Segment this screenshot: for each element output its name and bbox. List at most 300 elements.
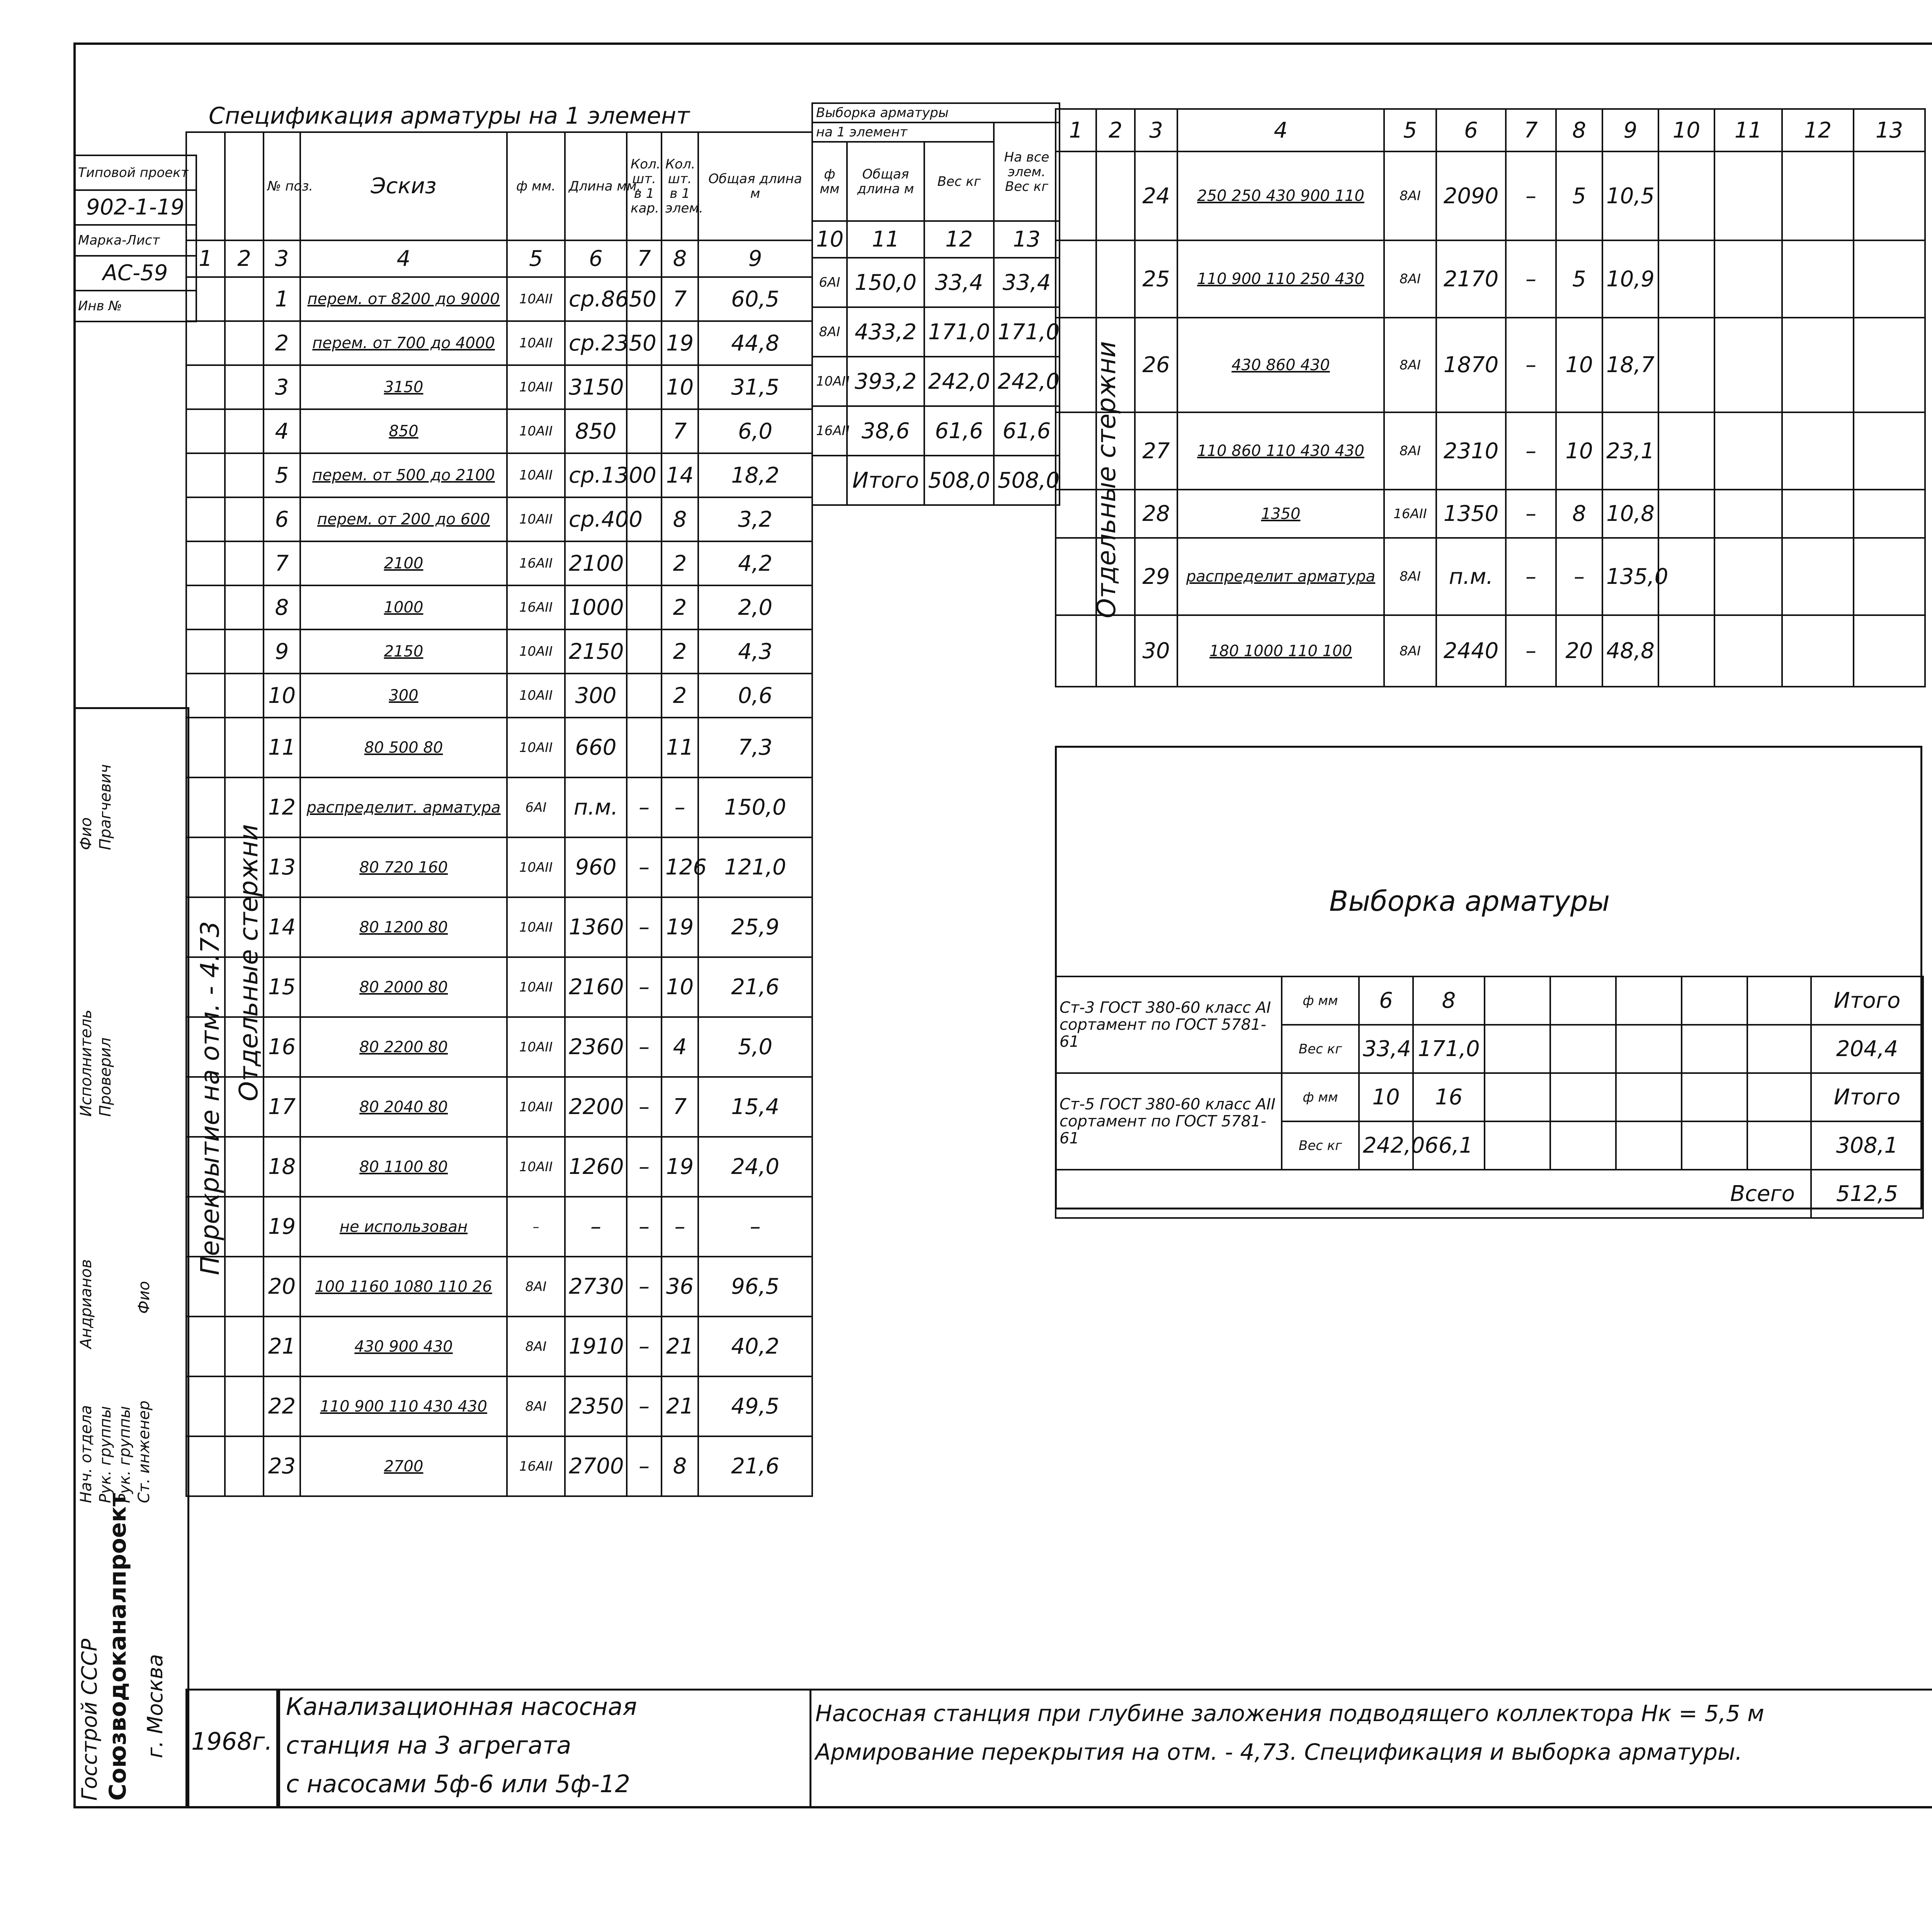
spec2-row [1056,318,1925,412]
spec2-row [1056,615,1925,687]
spec-qty-elem: 14 [662,453,698,497]
spec-diameter: 10АII [507,897,565,957]
steel-itogo-2: 308,1 [1811,1121,1923,1170]
spec-row [186,365,812,409]
spec-h-k2: Кол. шт. в 1 элем. [662,132,698,240]
spec-group-cell [225,1436,264,1496]
spec-total: 121,0 [698,837,812,897]
spec-group-cell [186,1376,225,1436]
spec-qty-elem: 7 [662,409,698,453]
spec-group-cell [225,1137,264,1197]
spec2-colnum: 6 [1436,109,1506,151]
spec-group-cell [225,1376,264,1436]
spec-group-cell [186,365,225,409]
stamp-project: 902-1-19 [74,190,196,225]
selection-d: 10АII [812,357,847,406]
spec-colnum: 2 [225,240,264,277]
spec-row [186,1017,812,1077]
spec-diameter: 10АII [507,957,565,1017]
spec2-empty [1782,240,1854,318]
spec2-sketch: 250 250 430 900 110 [1177,151,1384,240]
sidebar-role: Нач. отдела [77,1405,95,1503]
spec-qty-frame: – [627,1077,662,1137]
spec-qty-elem: – [662,1197,698,1257]
spec2-row [1056,490,1925,538]
spec-qty-elem: 2 [662,674,698,718]
spec2-empty [1782,538,1854,615]
selection-d: 6АI [812,258,847,307]
spec-qty-elem: 8 [662,497,698,541]
spec-pos: 18 [264,1137,300,1197]
stamp-table [73,155,197,322]
spec2-row [1056,412,1925,490]
spec-length: 2700 [565,1436,627,1496]
spec-group-cell [225,674,264,718]
spec2-blank [1096,151,1135,240]
spec2-group-cell [1056,240,1096,318]
spec-colnum: 8 [662,240,698,277]
spec-length: 2200 [565,1077,627,1137]
spec-group-cell [225,541,264,585]
spec-sketch: не использован [300,1197,507,1257]
spec2-empty [1714,240,1782,318]
title-desc-1: Насосная станция при глубине заложения подводящего коллектора Нк = 5,5 м [815,1700,1764,1726]
spec-qty-elem: – [662,777,698,837]
spec-row [186,1137,812,1197]
selection-all: 33,4 [994,258,1060,307]
stamp-label: Типовой проект [74,155,196,190]
spec-row [186,1077,812,1137]
spec-qty-frame: – [627,1197,662,1257]
spec2-qty-frame: – [1506,490,1556,538]
selection-w: 171,0 [924,307,994,357]
selection-total-all: 508,0 [994,456,1060,505]
steel-d-2b: 16 [1413,1073,1485,1121]
steel-empty [1747,976,1811,1025]
spec-qty-frame: – [627,957,662,1017]
spec-sketch: 850 [300,409,507,453]
spec2-qty-elem: 5 [1556,151,1602,240]
spec-total: 15,4 [698,1077,812,1137]
spec2-diameter: 8АI [1384,151,1436,240]
selection-total-blank [812,456,847,505]
spec2-pos: 24 [1135,151,1177,240]
spec-length: 850 [565,409,627,453]
spec-row [186,277,812,321]
spec-group-cell [225,497,264,541]
spec-table [185,131,813,1497]
spec2-qty-frame: – [1506,412,1556,490]
selection-row [812,357,1060,406]
spec-diameter: 10АII [507,674,565,718]
steel-empty [1682,976,1747,1025]
spec-sketch: 100 1160 1080 110 26 [300,1257,507,1317]
spec-sketch: 430 900 430 [300,1317,507,1376]
spec-pos: 8 [264,585,300,629]
stamp-sheet: АС-59 [74,256,196,291]
spec-total: 2,0 [698,585,812,629]
steel-empty [1550,976,1616,1025]
spec-diameter: 8АI [507,1317,565,1376]
spec-length: 1910 [565,1317,627,1376]
spec2-qty-elem: 5 [1556,240,1602,318]
spec-h-1 [186,132,225,240]
spec-group-cell [225,321,264,365]
spec-total: 150,0 [698,777,812,837]
spec2-colnum: 2 [1096,109,1135,151]
spec-sketch: распределит. арматура [300,777,507,837]
sidebar-role: Исполнитель [77,1009,95,1117]
spec2-qty-elem: – [1556,538,1602,615]
selection-d: 16АII [812,406,847,456]
selection-row [812,258,1060,307]
spec2-sketch: 1350 [1177,490,1384,538]
spec-group-cell [186,497,225,541]
spec-pos: 10 [264,674,300,718]
spec-length: 660 [565,718,627,777]
spec-sketch: 300 [300,674,507,718]
spec2-qty-elem: 20 [1556,615,1602,687]
stamp-label-inv: Инв № [74,291,196,321]
spec-total: 4,2 [698,541,812,585]
spec-row [186,1376,812,1436]
steel-empty [1550,1073,1616,1121]
spec2-sketch: распределит арматура [1177,538,1384,615]
spec2-diameter: 8АI [1384,615,1436,687]
selection-len: 38,6 [847,406,924,456]
spec-diameter: 10АII [507,365,565,409]
group-label-floor: Перекрытие на отм. - 4.73 [195,921,225,1275]
spec-colnum: 6 [565,240,627,277]
spec-qty-elem: 8 [662,1436,698,1496]
spec2-length: 2310 [1436,412,1506,490]
spec2-empty [1782,615,1854,687]
spec-length: 3150 [565,365,627,409]
spec2-qty-frame: – [1506,151,1556,240]
spec2-total: 48,8 [1602,615,1658,687]
spec-group-cell [225,277,264,321]
spec-h-len: Длина мм. [565,132,627,240]
spec-total: 96,5 [698,1257,812,1317]
spec2-empty [1714,318,1782,412]
spec2-length: 2090 [1436,151,1506,240]
steel-empty [1747,1073,1811,1121]
spec-length: 2350 [565,1376,627,1436]
steel-empty [1485,1025,1550,1073]
spec2-qty-elem: 10 [1556,412,1602,490]
spec-group-cell [186,674,225,718]
spec2-qty-frame: – [1506,240,1556,318]
spec-sketch: перем. от 700 до 4000 [300,321,507,365]
spec-diameter: 10АII [507,321,565,365]
spec-h-sketch: Эскиз [300,132,507,240]
spec2-diameter: 8АI [1384,240,1436,318]
title-desc-2: Армирование перекрытия на отм. - 4,73. Спецификация и выборка арматуры. [815,1739,1743,1765]
spec2-empty [1854,240,1925,318]
selection-w: 33,4 [924,258,994,307]
spec-h-pos: № поз. [264,132,300,240]
steel-d-1b: 8 [1413,976,1485,1025]
spec2-colnum: 1 [1056,109,1096,151]
spec2-total: 135,0 [1602,538,1658,615]
spec2-colnum: 5 [1384,109,1436,151]
spec-qty-elem: 7 [662,1077,698,1137]
spec-sketch: 80 500 80 [300,718,507,777]
steel-empty [1682,1121,1747,1170]
spec-length: ср.8650 [565,277,627,321]
steel-w-label-2: Вес кг [1282,1121,1359,1170]
spec2-pos: 25 [1135,240,1177,318]
spec2-total: 10,5 [1602,151,1658,240]
selection-sub: на 1 элемент [812,122,994,142]
spec-sketch: 80 1100 80 [300,1137,507,1197]
spec-total: 44,8 [698,321,812,365]
spec-pos: 1 [264,277,300,321]
spec2-pos: 26 [1135,318,1177,412]
spec-row [186,1257,812,1317]
selection-all: 61,6 [994,406,1060,456]
title-line-3: с насосами 5ф-6 или 5ф-12 [286,1770,630,1798]
spec-sketch: перем. от 200 до 600 [300,497,507,541]
spec-length: 1000 [565,585,627,629]
steel-empty [1550,1121,1616,1170]
spec-sketch: 80 2000 80 [300,957,507,1017]
selection-h-w: Вес кг [924,142,994,221]
spec-row [186,629,812,674]
spec-row [186,585,812,629]
spec-sketch: 80 2040 80 [300,1077,507,1137]
spec-qty-frame: – [627,1257,662,1317]
spec-total: 6,0 [698,409,812,453]
spec-sketch: 2100 [300,541,507,585]
spec-group-cell [186,541,225,585]
spec-row [186,897,812,957]
spec-length: ср.1300 [565,453,627,497]
selection-w: 242,0 [924,357,994,406]
spec2-length: 2170 [1436,240,1506,318]
spec-pos: 12 [264,777,300,837]
spec-pos: 7 [264,541,300,585]
spec2-empty [1714,615,1782,687]
spec-qty-frame [627,541,662,585]
spec-row [186,777,812,837]
spec-total: 49,5 [698,1376,812,1436]
spec2-blank [1096,615,1135,687]
spec2-qty-frame: – [1506,615,1556,687]
spec-length: 300 [565,674,627,718]
spec2-colnum: 9 [1602,109,1658,151]
spec2-empty [1854,412,1925,490]
spec-row [186,1436,812,1496]
spec-total: 3,2 [698,497,812,541]
steel-std-2: Ст-5 ГОСТ 380-60 класс АII сортамент по ГОСТ 5781-61 [1056,1073,1282,1170]
steel-empty [1616,1025,1682,1073]
spec2-empty [1782,318,1854,412]
spec2-colnum: 3 [1135,109,1177,151]
title-year: 1968г. [191,1727,273,1755]
spec-qty-elem: 21 [662,1376,698,1436]
spec-row [186,409,812,453]
spec-qty-frame [627,409,662,453]
spec2-empty [1658,318,1714,412]
spec2-empty [1782,490,1854,538]
sidebar-org2: Союзводоканалпроект [104,1493,131,1801]
spec-qty-frame [627,365,662,409]
spec-pos: 11 [264,718,300,777]
spec-qty-frame: – [627,837,662,897]
spec-group-cell [186,453,225,497]
spec-sketch: 80 720 160 [300,837,507,897]
spec-pos: 22 [264,1376,300,1436]
spec-length: 2160 [565,957,627,1017]
spec-qty-frame [627,629,662,674]
selection-d: 8АI [812,307,847,357]
spec-sketch: 1000 [300,585,507,629]
spec-colnum: 4 [300,240,507,277]
spec-diameter: 10АII [507,497,565,541]
selection-len: 150,0 [847,258,924,307]
spec-pos: 5 [264,453,300,497]
group-label-bars: Отдельные стержни [234,824,264,1101]
spec2-group-cell [1056,412,1096,490]
spec-group-cell [186,321,225,365]
spec2-table [1055,108,1926,687]
spec-diameter: 10АII [507,1017,565,1077]
selection-len: 433,2 [847,307,924,357]
stamp-label-mark: Марка-Лист [74,225,196,256]
spec2-diameter: 8АI [1384,412,1436,490]
spec-total: 31,5 [698,365,812,409]
spec-length: 1360 [565,897,627,957]
spec-total: 21,6 [698,957,812,1017]
spec-group-cell [186,277,225,321]
spec-title: Спецификация арматуры на 1 элемент [209,102,690,129]
spec2-empty [1854,490,1925,538]
spec-qty-elem: 10 [662,365,698,409]
spec-diameter: 10АII [507,629,565,674]
spec2-qty-elem: 10 [1556,318,1602,412]
spec-pos: 23 [264,1436,300,1496]
spec-diameter: 10АII [507,718,565,777]
spec-group-cell [225,1197,264,1257]
spec-diameter: 8АI [507,1376,565,1436]
sidebar-name: Прагчевич [97,764,114,850]
spec-length: 2100 [565,541,627,585]
spec2-qty-elem: 8 [1556,490,1602,538]
spec2-group-cell [1056,490,1096,538]
spec-row [186,1197,812,1257]
spec-group-cell [186,1436,225,1496]
spec-qty-elem: 126 [662,837,698,897]
spec2-row [1056,240,1925,318]
spec-qty-elem: 21 [662,1317,698,1376]
spec-length: 2360 [565,1017,627,1077]
spec2-pos: 30 [1135,615,1177,687]
spec-pos: 19 [264,1197,300,1257]
spec2-colnum: 11 [1714,109,1782,151]
spec-length: 2730 [565,1257,627,1317]
steel-w-label-1: Вес кг [1282,1025,1359,1073]
steel-empty [1616,1073,1682,1121]
spec-sketch: 2150 [300,629,507,674]
spec-pos: 4 [264,409,300,453]
spec-h-2 [225,132,264,240]
selection-row [812,406,1060,456]
spec-h-d: ф мм. [507,132,565,240]
selection-h-len: Общая длина м [847,142,924,221]
spec2-colnum: 12 [1782,109,1854,151]
spec-group-cell [186,585,225,629]
spec2-colnum: 13 [1854,109,1925,151]
spec2-diameter: 16АII [1384,490,1436,538]
spec-colnum: 9 [698,240,812,277]
sidebar-org1: Госстрой СССР [77,1638,102,1801]
spec-row [186,541,812,585]
spec-group-cell [225,409,264,453]
spec-row [186,674,812,718]
sidebar-name: Фио [135,1281,153,1314]
steel-d-label-2: ф мм [1282,1073,1359,1121]
spec-group-cell [225,365,264,409]
spec-pos: 14 [264,897,300,957]
spec2-length: 1350 [1436,490,1506,538]
spec-length: ср.400 [565,497,627,541]
steel-empty [1616,976,1682,1025]
spec-row [186,453,812,497]
spec-total: 60,5 [698,277,812,321]
steel-d-label-1: ф мм [1282,976,1359,1025]
steel-w-2a: 242,0 [1359,1121,1413,1170]
selection-colnum: 11 [847,221,924,258]
spec2-colnum: 8 [1556,109,1602,151]
spec-qty-frame [627,674,662,718]
spec-group-cell [225,453,264,497]
spec-row [186,718,812,777]
spec-pos: 21 [264,1317,300,1376]
spec-qty-elem: 11 [662,718,698,777]
spec-total: 0,6 [698,674,812,718]
spec2-row [1056,151,1925,240]
spec2-length: 2440 [1436,615,1506,687]
spec-group-cell [225,1317,264,1376]
spec-qty-frame: – [627,1376,662,1436]
selection-total-w: 508,0 [924,456,994,505]
sidebar-role: Проверил [97,1037,114,1117]
spec2-total: 23,1 [1602,412,1658,490]
selection-all: 171,0 [994,307,1060,357]
spec-pos: 16 [264,1017,300,1077]
spec-qty-elem: 19 [662,321,698,365]
sidebar-role: Фио [77,817,95,850]
spec-qty-frame: – [627,1436,662,1496]
spec-pos: 6 [264,497,300,541]
spec-diameter: 16АII [507,585,565,629]
selection-w: 61,6 [924,406,994,456]
spec2-row [1056,538,1925,615]
spec-qty-frame: – [627,897,662,957]
steel-w-1b: 171,0 [1413,1025,1485,1073]
spec-qty-elem: 2 [662,629,698,674]
steel-empty [1550,1025,1616,1073]
spec-qty-elem: 36 [662,1257,698,1317]
spec2-group-cell [1056,538,1096,615]
spec2-pos: 28 [1135,490,1177,538]
selection-table [811,102,1060,506]
spec2-empty [1714,151,1782,240]
spec-qty-elem: 2 [662,585,698,629]
steel-empty [1485,1073,1550,1121]
spec-qty-elem: 2 [662,541,698,585]
